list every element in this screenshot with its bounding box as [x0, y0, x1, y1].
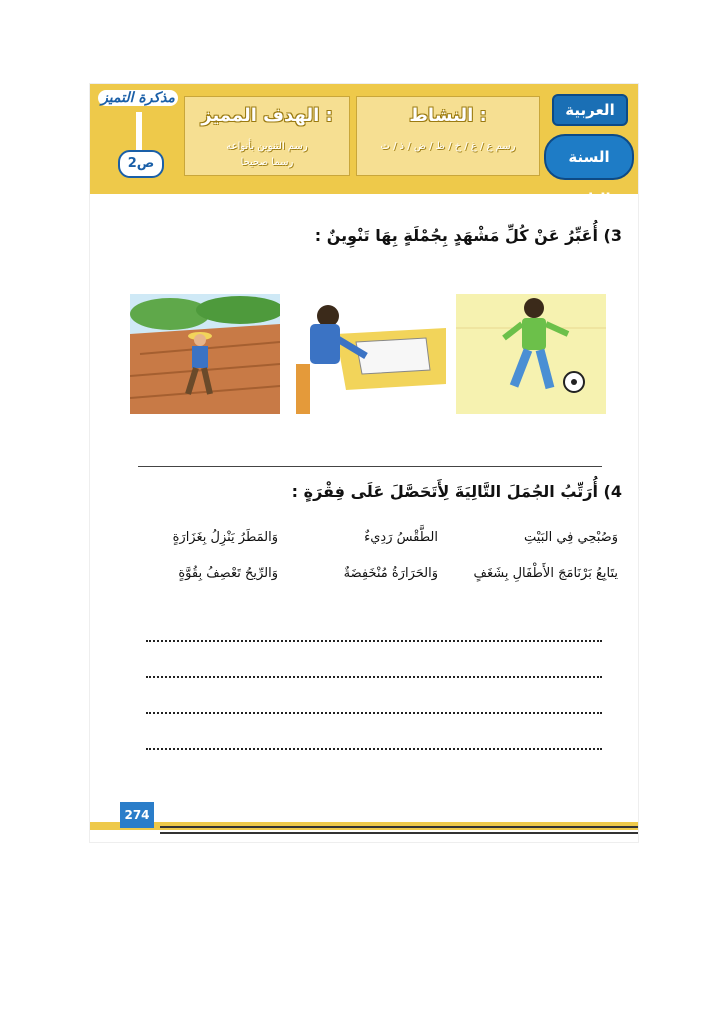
goal-title: الهدف المميز :	[201, 105, 333, 126]
footer-rule-2	[160, 832, 638, 834]
goal-box	[184, 96, 350, 176]
section-divider	[138, 466, 602, 467]
exercise-3-title: 3) أُعَبِّرُ عَنْ كُلِّ مَشْهَدٍ بِجُمْلَةٍ بِهَا تَنْوِينٌ :	[314, 226, 622, 245]
sentence-1: وَصُبْحِي فِي البَيْتِ	[524, 530, 618, 545]
page-number: 274	[120, 802, 154, 828]
logo-title: مذكرة التميز	[98, 90, 178, 106]
activity-box	[356, 96, 540, 176]
footer-rule-1	[160, 826, 638, 828]
sentence-3: وَالمَطَرُ يَنْزِلُ بِغَزَارَةٍ	[172, 530, 278, 545]
logo	[98, 88, 178, 184]
sentence-5: وَالحَرَارَةُ مُنْخَفِضَةٌ	[343, 566, 438, 581]
boy-studying-image	[296, 294, 446, 414]
answer-line-3[interactable]	[146, 712, 602, 714]
year-badge: السنة الثانية	[544, 134, 634, 180]
answer-line-2[interactable]	[146, 676, 602, 678]
sentence-6: وَالرِّيحُ تَعْصِفُ بِقُوَّةٍ	[178, 566, 278, 581]
worksheet-page	[90, 84, 638, 842]
boy-playing-football-image	[456, 294, 606, 414]
subject-badge: العربية	[552, 94, 628, 126]
answer-line-4[interactable]	[146, 748, 602, 750]
goal-line-2: رسما صحيحا	[240, 157, 294, 168]
logo-number: 2ص	[118, 150, 164, 178]
answer-line-1[interactable]	[146, 640, 602, 642]
sentence-4: يتَابِعُ بَرْنَامَجَ الأَطْفَالِ بِشَغَفٍ	[473, 566, 618, 581]
goal-line-1: رسم التنوين بأنواعه	[226, 141, 308, 152]
activity-title: النشاط :	[409, 105, 487, 126]
exercise-4-title: 4) أُرَتِّبُ الجُمَلَ التَّالِيَةَ لِأَتَحَصَّلَ عَلَى فِقْرَةٍ :	[291, 482, 622, 501]
farmer-walking-image	[130, 294, 280, 414]
logo-stem	[136, 112, 142, 150]
activity-detail: رسم ع / غ / خ / ظ / ض / ذ / ث	[380, 141, 516, 152]
worksheet-header	[90, 84, 638, 208]
sentence-2: الطَّقْسُ رَدِيءٌ	[364, 530, 438, 545]
